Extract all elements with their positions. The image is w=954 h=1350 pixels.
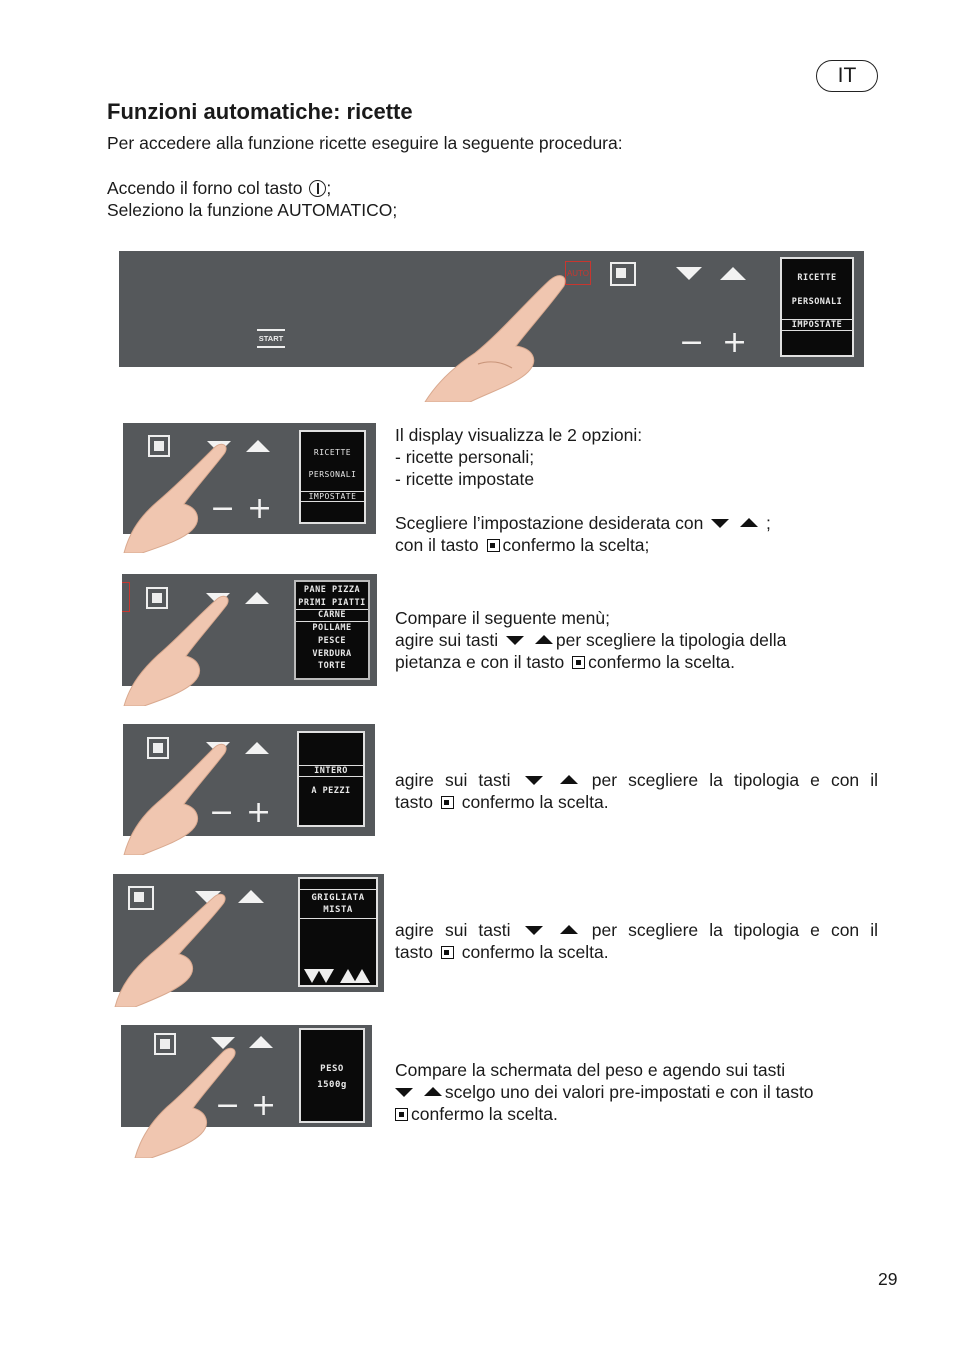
- arrow-up-icon: [246, 440, 270, 452]
- text-line: agire sui tasti: [395, 770, 511, 790]
- auto-label: AUTO: [566, 269, 590, 278]
- plus-button: +: [251, 1088, 277, 1123]
- confirm-button-icon: [610, 262, 636, 286]
- intro-text: Per accedere alla funzione ricette eseguire la seguente procedura:: [107, 133, 623, 153]
- display-screen: [294, 580, 370, 680]
- menu-item: PESCE: [317, 636, 347, 646]
- confirm-key-icon: [487, 539, 500, 552]
- recipe-name-line: GRIGLIATA: [311, 893, 365, 903]
- option-item: A PEZZI: [311, 786, 351, 796]
- minus-button: −: [215, 1088, 241, 1123]
- text-line: confermo la scelta;: [502, 535, 650, 555]
- step2-text: Seleziono la funzione AUTOMATICO;: [107, 200, 398, 220]
- confirm-key-icon: [395, 1108, 408, 1121]
- plus-button: +: [722, 325, 748, 360]
- steps-text: [107, 177, 397, 221]
- step5-description: [395, 1059, 878, 1125]
- recipe-name-line: MISTA: [323, 905, 353, 915]
- minus-button: −: [679, 325, 705, 360]
- display-screen: [298, 877, 378, 987]
- text-line: Compare la schermata del peso e agendo sui tasti: [395, 1060, 786, 1080]
- arrow-down-icon: [395, 1088, 413, 1097]
- weight-value: 1500g: [317, 1080, 347, 1090]
- hand-pointing-icon: [133, 1044, 241, 1158]
- arrow-down-icon: [711, 519, 729, 528]
- plus-button: +: [247, 491, 273, 526]
- display-screen: [299, 1028, 365, 1123]
- weight-label: PESO: [320, 1064, 344, 1074]
- step1-description: [395, 424, 878, 556]
- grill-pattern-icon: [300, 925, 376, 985]
- step1-end: ;: [326, 178, 332, 198]
- arrow-up-icon: [245, 742, 269, 754]
- menu-item: PRIMI PIATTI: [298, 597, 366, 608]
- display-line: RICETTE: [797, 273, 837, 283]
- start-button: [257, 329, 285, 348]
- text-line: confermo la scelta.: [461, 792, 609, 812]
- display-line-selected: IMPOSTATE: [782, 319, 852, 331]
- confirm-key-icon: [441, 796, 454, 809]
- arrow-down-icon: [506, 636, 524, 645]
- arrow-up-icon: [720, 267, 746, 280]
- menu-item: POLLAME: [312, 623, 352, 633]
- confirm-key-icon: [441, 946, 454, 959]
- start-label: START: [258, 334, 284, 343]
- arrow-down-icon: [676, 267, 702, 280]
- text-line: confermo la scelta.: [411, 1104, 558, 1124]
- display-line: PERSONALI: [308, 470, 357, 479]
- arrow-up-icon: [535, 635, 553, 644]
- menu-item: TORTE: [317, 661, 347, 671]
- arrow-up-icon: [249, 1036, 273, 1048]
- text-line: per scegliere la tipologia e con il: [591, 920, 878, 940]
- menu-item: PANE PIZZA: [303, 585, 361, 595]
- arrow-up-icon: [238, 890, 264, 903]
- arrow-up-icon: [560, 775, 578, 784]
- display-screen: [780, 257, 854, 357]
- display-screen: [299, 430, 366, 524]
- text-line: scelgo uno dei valori pre-impostati e con il tasto: [444, 1082, 814, 1102]
- step3-description: [395, 769, 878, 813]
- text-line: tasto: [395, 942, 433, 962]
- step4-description: [395, 919, 878, 963]
- text-line: Compare il seguente menù;: [395, 608, 610, 628]
- text-line: confermo la scelta.: [588, 652, 736, 672]
- arrow-up-icon: [560, 925, 578, 934]
- display-line: RICETTE: [313, 448, 352, 457]
- hand-pointing-icon: [420, 268, 570, 402]
- text-line: agire sui tasti: [395, 920, 511, 940]
- display-line-selected: IMPOSTATE: [301, 491, 364, 502]
- text-line: agire sui tasti: [395, 630, 499, 650]
- hand-pointing-icon: [113, 890, 231, 1007]
- arrow-down-icon: [525, 776, 543, 785]
- text-line: - ricette personali;: [395, 447, 535, 467]
- text-line: Scegliere l’impostazione desiderata con: [395, 513, 704, 533]
- arrow-up-icon: [740, 518, 758, 527]
- display-line: PERSONALI: [791, 297, 843, 307]
- text-line-end: ;: [766, 513, 771, 533]
- arrow-up-icon: [424, 1087, 442, 1096]
- text-line: - ricette impostate: [395, 469, 535, 489]
- plus-button: +: [246, 795, 272, 830]
- step1-text: Accendo il forno col tasto: [107, 178, 303, 198]
- minus-button: −: [210, 491, 236, 526]
- text-line: con il tasto: [395, 535, 479, 555]
- menu-item-selected: CARNE: [296, 609, 368, 622]
- text-line: tasto: [395, 792, 433, 812]
- arrow-down-icon: [525, 926, 543, 935]
- hand-pointing-icon: [122, 440, 232, 553]
- minus-button: −: [209, 795, 235, 830]
- step2-description: [395, 607, 878, 673]
- page-number: 29: [878, 1269, 898, 1289]
- text-line: Il display visualizza le 2 opzioni:: [395, 425, 643, 445]
- display-screen: [297, 731, 365, 827]
- language-badge: IT: [816, 60, 878, 92]
- text-line: per scegliere la tipologia e con il: [591, 770, 878, 790]
- hand-pointing-icon: [122, 740, 235, 855]
- power-icon: [309, 180, 326, 197]
- text-line: confermo la scelta.: [461, 942, 609, 962]
- page-title: Funzioni automatiche: ricette: [107, 99, 413, 124]
- text-line: pietanza e con il tasto: [395, 652, 565, 672]
- option-selected: INTERO: [299, 765, 363, 777]
- arrow-up-icon: [245, 592, 269, 604]
- text-line: per scegliere la tipologia della: [555, 630, 787, 650]
- hand-pointing-icon: [122, 592, 234, 706]
- confirm-key-icon: [572, 656, 585, 669]
- menu-item: VERDURA: [312, 648, 352, 659]
